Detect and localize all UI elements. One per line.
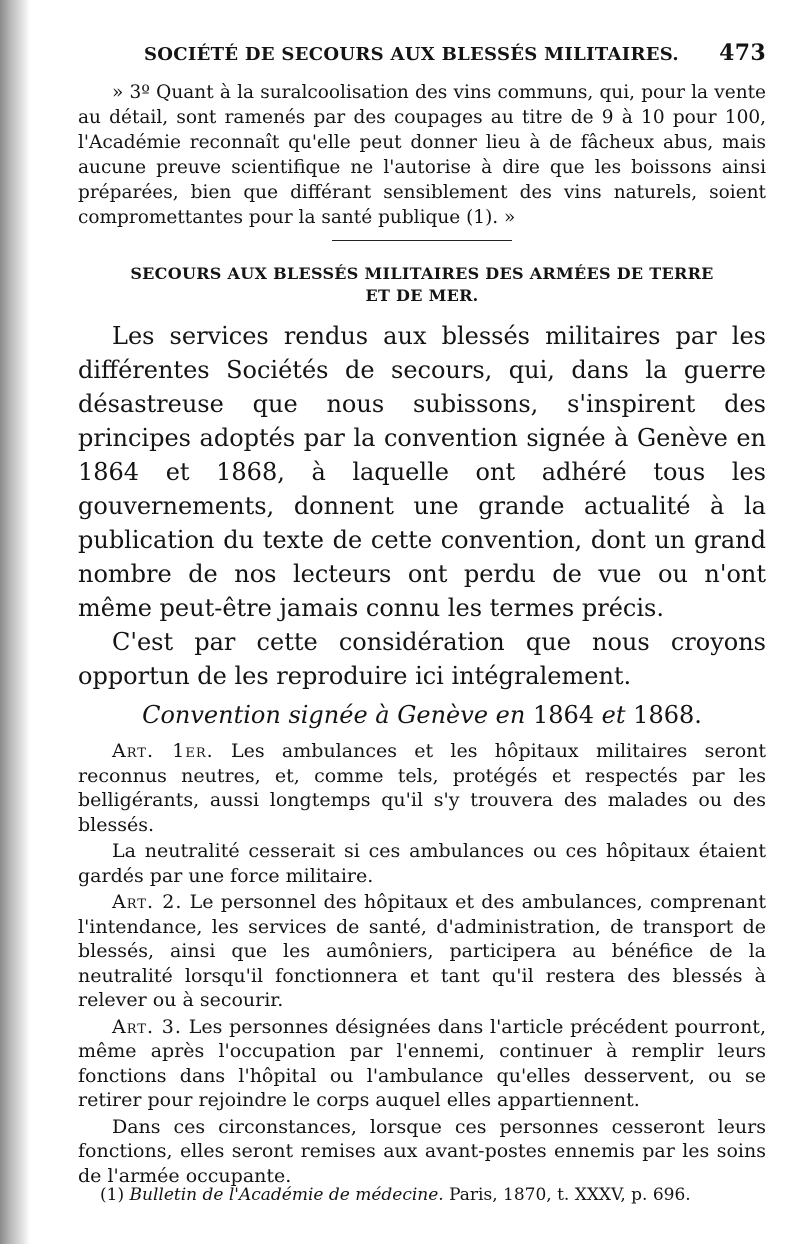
- page-number: 473: [719, 40, 766, 66]
- intro-paragraph: C'est par cette considération que nous croyons opportun de les reproduire ici intégralement.: [78, 628, 766, 690]
- article-text: Le personnel des hôpitaux et des ambulances, comprenant l'intendance, les services de santé, d'administration, de transport de blessés, ainsi que les aumôniers, participera au bénéfice de la neutralité lorsqu'il fonctionnera et tant qu'il restera des blessés à relever ou à secourir.: [78, 891, 766, 1011]
- article-1-continuation: La neutralité cesserait si ces ambulances ou ces hôpitaux étaient gardés par une force militaire.: [78, 840, 766, 887]
- article-3-continuation: Dans ces circonstances, lorsque ces personnes cesseront leurs fonctions, elles seront remises aux avant-postes ennemis par les soins de l'armée occupante.: [78, 1115, 766, 1187]
- article-label: Art. 1er.: [112, 740, 214, 762]
- footnote-details: Paris, 1870, t. XXXV, p. 696.: [449, 1185, 691, 1205]
- section-heading-line-2: ET DE MER.: [365, 286, 479, 305]
- section-heading-line-1: SECOURS AUX BLESSÉS MILITAIRES DES ARMÉES DE TERRE: [130, 264, 714, 283]
- separator-rule: [332, 240, 512, 241]
- article-text: Les personnes désignées dans l'article précédent pourront, même après l'occupation par l'ennemi, continuer à remplir leurs fonctions dans l'hôpital ou l'ambulance qu'elles desservent, ou se retirer pour rejoindre le corps auquel elles appartiennent.: [78, 1015, 766, 1111]
- book-spine-shadow: [0, 0, 30, 1244]
- footnote-marker: (1): [100, 1185, 125, 1205]
- article-3: [78, 1015, 766, 1113]
- section-heading: [78, 263, 766, 307]
- footnote-work: Bulletin de l'Académie de médecine.: [129, 1185, 444, 1205]
- article-text: Les ambulances et les hôpitaux militaires seront reconnus neutres, et, comme tels, protégés et respectés par les belligérants, aussi longtemps qu'il s'y trouvera des malades ou des blessés.: [78, 740, 766, 836]
- article-label: Art. 2.: [112, 891, 183, 913]
- article-label: Art. 3.: [112, 1015, 182, 1038]
- convention-title: [78, 701, 766, 729]
- convention-year-1: 1864: [532, 701, 595, 729]
- convention-title-text: Convention signée à Genève en: [142, 701, 526, 729]
- convention-connector: et: [601, 701, 626, 729]
- running-head: [78, 40, 766, 66]
- article-1: [78, 739, 766, 837]
- footnote: [100, 1184, 760, 1206]
- quote-paragraph: » 3º Quant à la suralcoolisation des vins communs, qui, pour la vente au détail, sont ramenés par des coupages au titre de 9 à 10 pour 100, l'Académie reconnaît qu'elle peut donner lieu à de fâcheux abus, mais aucune preuve scientifique ne l'autorise à dire que les boissons ainsi préparées, bien que différant sensiblement des vins naturels, soient compromettantes pour la santé publique (1). »: [78, 82, 766, 228]
- page: [78, 40, 766, 1190]
- convention-year-2: 1868.: [633, 701, 702, 729]
- article-2: [78, 890, 766, 1013]
- running-head-title: SOCIÉTÉ DE SECOURS AUX BLESSÉS MILITAIRES.: [144, 44, 679, 65]
- intro-paragraph: Les services rendus aux blessés militaires par les différentes Sociétés de secours, qui, dans la guerre désastreuse que nous subissons, s'inspirent des principes adoptés par la convention signée à Genève en 1864 et 1868, à laquelle ont adhéré tous les gouvernements, donnent une grande actualité à la publication du texte de cette convention, dont un grand nombre de nos lecteurs ont perdu de vue ou n'ont même peut-être jamais connu les termes précis.: [78, 322, 766, 622]
